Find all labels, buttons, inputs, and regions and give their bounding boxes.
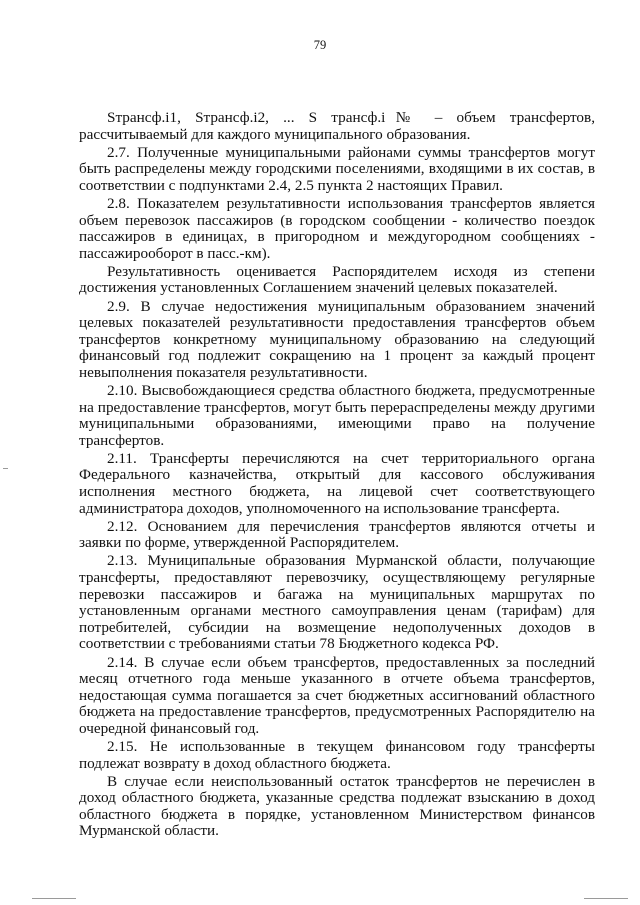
paragraph-2-12: 2.12. Основанием для перечисления трансфертов являются отчеты и заявки по форме, утвержденной Распорядителем.	[79, 517, 595, 552]
paragraph-unused-balance: В случае если неиспользованный остаток трансфертов не перечислен в доход областного бюджета, указанные средства подлежат взысканию в доход областного бюджета в порядке, установленном Министерством финансов Мурманской области.	[79, 772, 595, 840]
paragraph-2-7: 2.7. Полученные муниципальными районами суммы трансфертов могут быть распределены между городскими поселениями, входящими в их состав, в соответствии с подпунктами 2.4, 2.5 пункта 2 настоящих Правил.	[79, 143, 595, 194]
scan-edge-mark-bottom-right	[584, 898, 628, 899]
paragraph-2-15: 2.15. Не использованные в текущем финансовом году трансферты подлежат возврату в доход областного бюджета.	[79, 737, 595, 772]
paragraph-2-8: 2.8. Показателем результативности использования трансфертов является объем перевозок пассажиров (в городском сообщении - количество поездок пассажиров в единицах, в пригородном и междугородном сообщениях - пассажирооборот в пасс.-км).	[79, 194, 595, 262]
paragraph-2-13: 2.13. Муниципальные образования Мурманской области, получающие трансферты, предоставляют перевозчику, осуществляющему регулярные перевозки пассажиров и багажа на муниципальных маршрутах по установленным органами местного самоуправления ценам (тарифам) для потребителей, субсидии на возмещение недополученных доходов в соответствии с требованиями статьи 78 Бюджетного кодекса РФ.	[79, 552, 595, 653]
scan-edge-mark-bottom-left	[32, 898, 76, 899]
paragraph-performance-evaluation: Результативность оценивается Распорядителем исходя из степени достижения установленных Соглашением значений целевых показателей.	[79, 262, 595, 297]
paragraph-2-14: 2.14. В случае если объем трансфертов, предоставленных за последний месяц отчетного года меньше указанного в отчете объема трансфертов, недостающая сумма погашается за счет бюджетных ассигнований областного бюджета на предоставление трансфертов, предусмотренных Распорядителю на очередной финансовый год.	[79, 653, 595, 737]
paragraph-formula-definition: Sтрансф.i1, Sтрансф.i2, ... S трансф.i№ – объем трансфертов, рассчитываемый для каждого муниципального образования.	[79, 109, 595, 143]
document-body	[79, 110, 595, 842]
scan-edge-mark-left	[3, 468, 8, 469]
paragraph-2-11: 2.11. Трансферты перечисляются на счет территориального органа Федерального казначейства, открытый для кассового обслуживания исполнения местного бюджета, на лицевой счет соответствующего администратора доходов, уполномоченного на использование трансферта.	[79, 449, 595, 517]
paragraph-2-9: 2.9. В случае недостижения муниципальным образованием значений целевых показателей результативности предоставления трансфертов объем трансфертов конкретному муниципальному образованию на следующий финансовый год подлежит сокращению на 1 процент за каждый процент невыполнения показателя результативности.	[79, 297, 595, 381]
page-number: 79	[313, 38, 327, 52]
paragraph-2-10: 2.10. Высвобождающиеся средства областного бюджета, предусмотренные на предоставление трансфертов, могут быть перераспределены между другими муниципальными образованиями, имеющими право на получение трансфертов.	[79, 382, 595, 449]
